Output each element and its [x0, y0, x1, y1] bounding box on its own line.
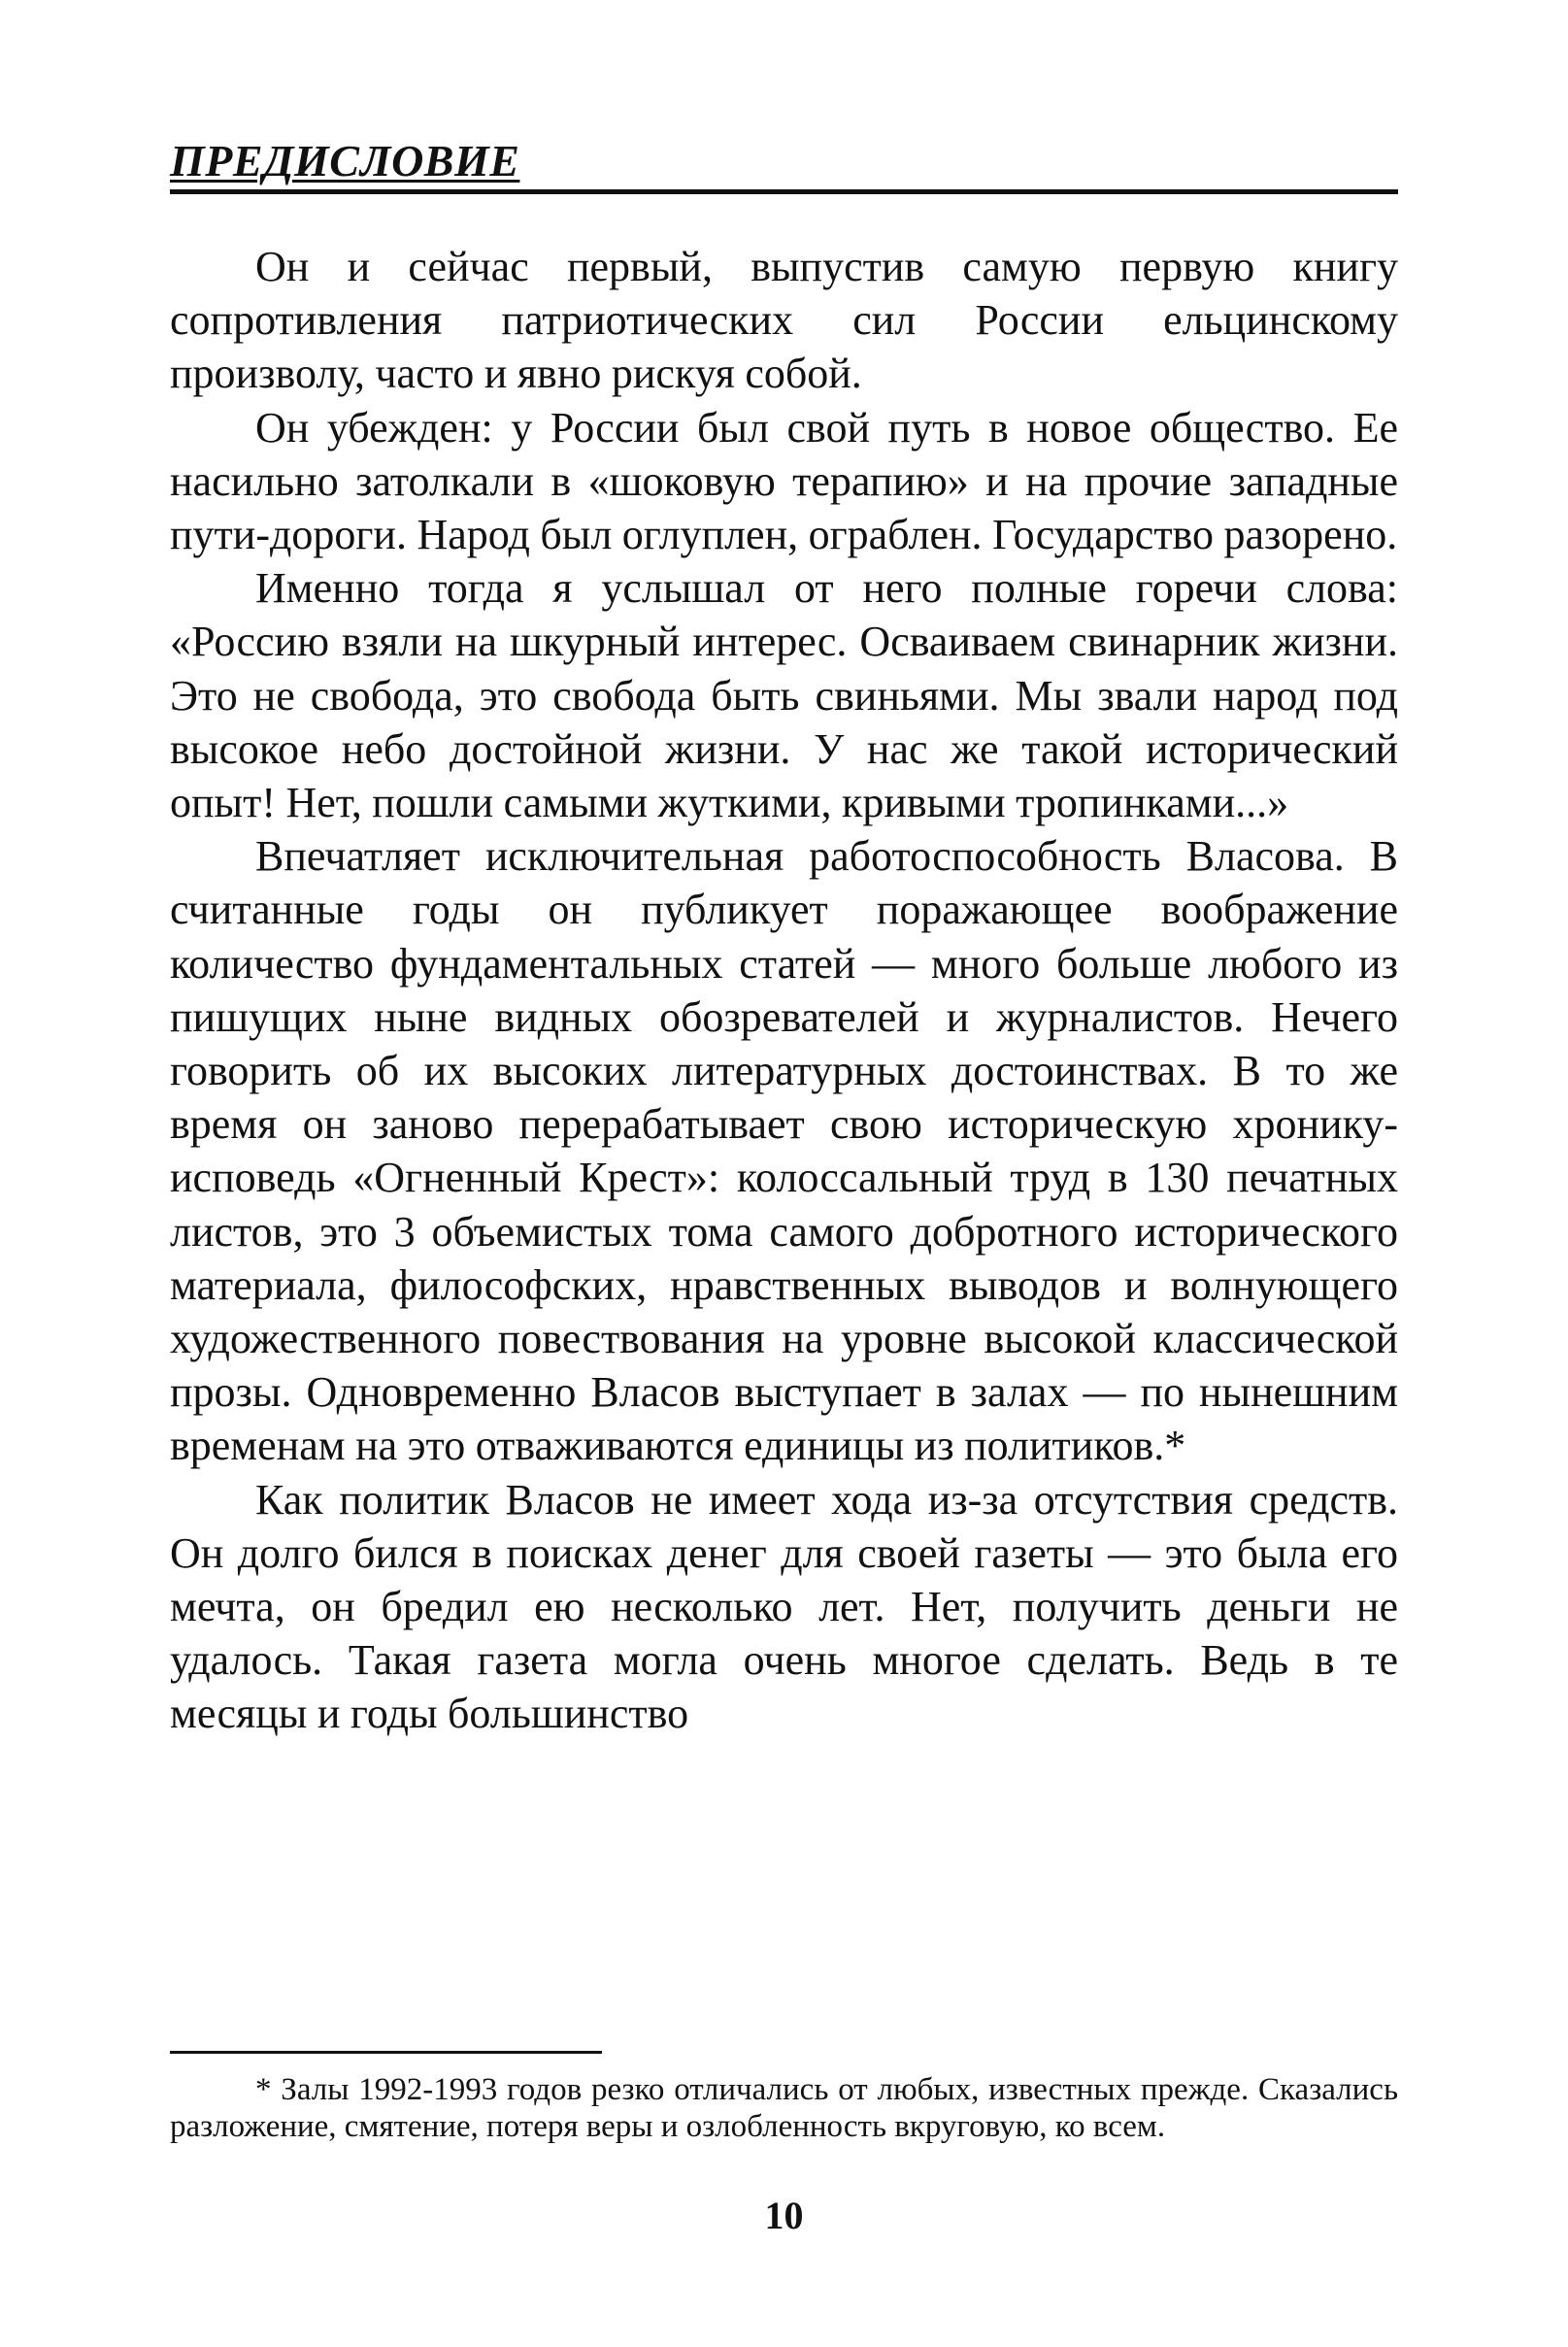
paragraph: Впечатляет исключительная работоспособность Власова. В считанные годы он публикует поражающее воображение количество фундаментальных статей — много больше любого из пишущих ныне видных обозревателей и журналистов. Нечего говорить об их высоких литературных достоинствах. В то же время он заново перерабатывает свою историческую хронику-исповедь «Огненный Крест»: колоссальный труд в 130 печатных листов, это 3 объемистых тома самого добротного исторического материала, философских, нравственных выводов и волнующего художественного повествования на уровне высокой классической прозы. Одновременно Власов выступает в залах — по нынешним временам на это отваживаются единицы из политиков.*: [170, 832, 1398, 1470]
paragraph: Он убежден: у России был свой путь в новое общество. Ее насильно затолкали в «шоковую терапию» и на прочие западные пути-дороги. Народ был оглуплен, ограблен. Государство разорено.: [170, 403, 1398, 559]
footnote: * Залы 1992-1993 годов резко отличались от любых, известных прежде. Сказались разложение, смятение, потеря веры и озлобленность вкруговую, ко всем.: [170, 2072, 1398, 2144]
page-number: 10: [764, 2194, 804, 2237]
paragraph: Именно тогда я услышал от него полные горечи слова: «Россию взяли на шкурный интерес. Осваиваем свинарник жизни. Это не свобода, это свобода быть свиньями. Мы звали народ под высокое небо достойной жизни. У нас же такой исторический опыт! Нет, пошли самыми жуткими, кривыми тропинками...»: [170, 564, 1398, 827]
paragraph: Как политик Власов не имеет хода из-за отсутствия средств. Он долго бился в поисках денег для своей газеты — это была его мечта, он бредил ею несколько лет. Нет, получить деньги не удалось. Такая газета могла очень многое сделать. Ведь в те месяцы и годы большинство: [170, 1475, 1398, 1738]
running-head: [170, 134, 1398, 194]
footnote-divider: [170, 2051, 602, 2054]
body-text: [170, 240, 1398, 1741]
paragraph: Он и сейчас первый, выпустив самую первую книгу сопротивления патриотических сил России ельцинскому произволу, часто и явно рискуя собой.: [170, 243, 1398, 398]
running-head-title: ПРЕДИСЛОВИЕ: [170, 136, 520, 185]
